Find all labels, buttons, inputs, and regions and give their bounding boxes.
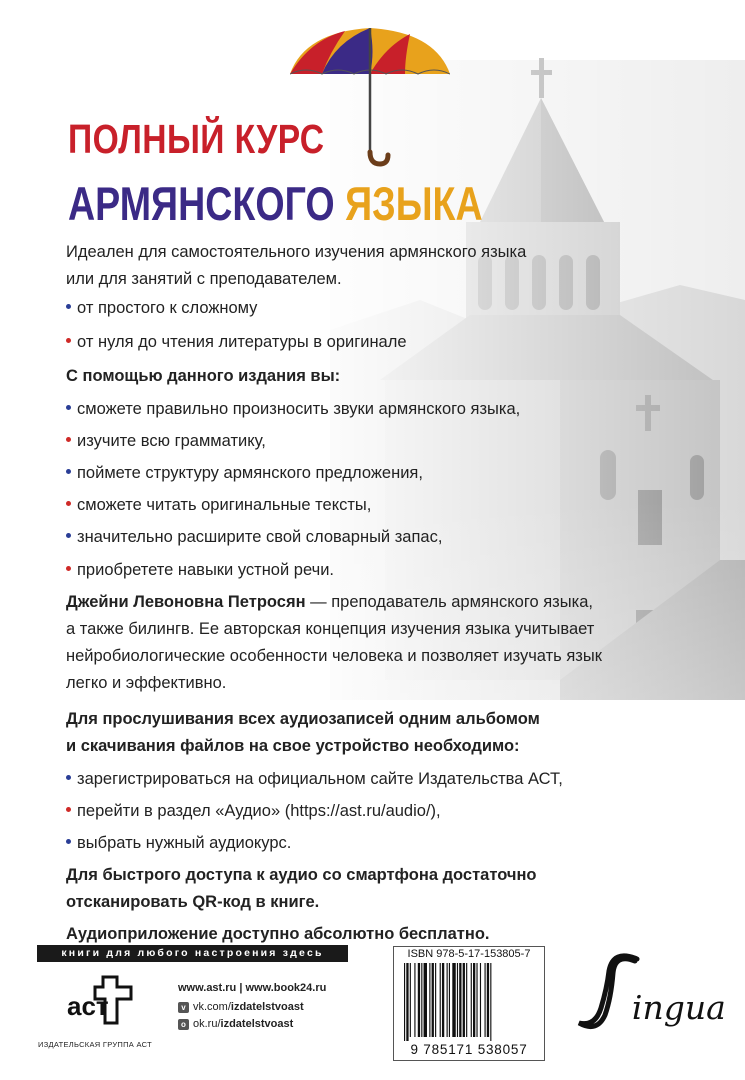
vk-link[interactable] xyxy=(178,1001,304,1013)
bullet-dot xyxy=(66,469,71,474)
ast-logo xyxy=(65,975,135,1025)
lingua-imprint xyxy=(610,988,726,1027)
audio-step-text: перейти в раздел «Аудио» (https://ast.ru/audio/), xyxy=(77,802,441,820)
vk-name: izdatelstvoast xyxy=(230,1001,304,1013)
benefit-item xyxy=(66,496,371,515)
barcode-bar xyxy=(410,963,411,1037)
tagline-bar: книги для любого настроения здесь xyxy=(37,945,348,962)
audio-step-text: выбрать нужный аудиокурс. xyxy=(77,834,292,852)
barcode-bar xyxy=(487,963,489,1037)
barcode-bar xyxy=(473,963,475,1037)
barcode-bar xyxy=(447,963,448,1037)
author-line-2: а также билингв. Ее авторская концепция изучения языка учитывает xyxy=(66,620,595,638)
audio-step xyxy=(66,770,563,789)
publisher-name: ИЗДАТЕЛЬСКАЯ ГРУППА АСТ xyxy=(38,1040,152,1049)
ok-link[interactable] xyxy=(178,1018,293,1030)
audio-step-text: зарегистрироваться на официальном сайте Издательства АСТ, xyxy=(77,770,563,788)
bullet-dot xyxy=(66,566,71,571)
isbn-barcode xyxy=(393,946,545,1061)
barcode-bar xyxy=(440,963,441,1037)
bullet-dot xyxy=(66,437,71,442)
qr-note-line-2: отсканировать QR-код в книге. xyxy=(66,893,320,911)
barcode-bar xyxy=(480,963,481,1037)
bullet-dot xyxy=(66,405,71,410)
author-line-3: нейробиологические особенности человека и позволяет изучать язык xyxy=(66,647,602,665)
intro-bullet-text: от нуля до чтения литературы в оригинале xyxy=(77,333,407,351)
bullet-dot xyxy=(66,775,71,780)
benefit-item xyxy=(66,561,334,580)
audio-step xyxy=(66,834,291,853)
barcode-bar xyxy=(429,963,430,1037)
benefit-text: сможете читать оригинальные тексты, xyxy=(77,496,372,514)
barcode-number: 9 785171 538057 xyxy=(410,1042,528,1057)
barcode-bar xyxy=(485,963,486,1037)
author-line-4: легко и эффективно. xyxy=(66,674,227,692)
bullet-dot xyxy=(66,807,71,812)
benefit-item xyxy=(66,400,520,419)
benefit-text: сможете правильно произносить звуки армянского языка, xyxy=(77,400,521,418)
barcode-bar xyxy=(442,963,444,1037)
barcode-bar xyxy=(418,963,420,1037)
barcode-icon xyxy=(402,963,536,1041)
ast-logo-text: аст xyxy=(67,991,109,1021)
barcode-bar xyxy=(457,963,458,1037)
barcode-bar xyxy=(463,963,465,1037)
benefit-text: поймете структуру армянского предложения, xyxy=(77,464,423,482)
author-line-1 xyxy=(66,589,593,616)
barcode-bar xyxy=(459,963,461,1037)
barcode-bar xyxy=(466,963,467,1037)
benefit-item xyxy=(66,464,423,483)
vk-icon: v xyxy=(178,1002,189,1013)
benefit-text: значительно расширите свой словарный запас, xyxy=(77,528,443,546)
benefit-text: приобретете навыки устной речи. xyxy=(77,561,334,579)
website-urls[interactable]: www.ast.ru | www.book24.ru xyxy=(178,982,327,994)
barcode-bar xyxy=(432,963,434,1037)
intro-bullet-2 xyxy=(66,333,407,352)
benefits-heading: С помощью данного издания вы: xyxy=(66,367,341,385)
vk-prefix: vk.com/ xyxy=(193,1001,231,1013)
ok-icon: o xyxy=(178,1019,189,1030)
bullet-dot xyxy=(66,501,71,506)
author-name: Джейни Левоновна Петросян xyxy=(66,593,306,611)
intro-bullet-1 xyxy=(66,299,257,318)
barcode-bar xyxy=(452,963,455,1037)
free-note: Аудиоприложение доступно абсолютно бесплатно. xyxy=(66,925,490,943)
barcode-bar xyxy=(471,963,472,1037)
intro-line-1: Идеален для самостоятельного изучения армянского языка xyxy=(66,243,527,261)
ok-name: izdatelstvoast xyxy=(220,1018,294,1030)
isbn-text: ISBN 978-5-17-153805-7 xyxy=(407,948,531,960)
barcode-bar xyxy=(449,963,450,1037)
title-line-1: ПОЛНЫЙ КУРС xyxy=(68,116,325,162)
ok-prefix: ok.ru/ xyxy=(193,1018,221,1030)
title-word-language: ЯЗЫКА xyxy=(345,177,483,230)
benefit-item xyxy=(66,432,266,451)
barcode-bar xyxy=(490,963,491,1041)
benefit-item xyxy=(66,528,442,547)
bullet-dot xyxy=(66,839,71,844)
lingua-text-rest: ingua xyxy=(631,988,726,1027)
intro-line-2: или для занятий с преподавателем. xyxy=(66,270,342,288)
audio-step xyxy=(66,802,441,821)
title-word-armenian: АРМЯНСКОГО xyxy=(68,177,335,230)
bullet-dot xyxy=(66,304,71,309)
barcode-bar xyxy=(404,963,405,1041)
bullet-dot xyxy=(66,338,71,343)
barcode-bar xyxy=(406,963,408,1041)
qr-note-line-1: Для быстрого доступа к аудио со смартфона достаточно xyxy=(66,866,537,884)
benefit-text: изучите всю грамматику, xyxy=(77,432,266,450)
intro-bullet-text: от простого к сложному xyxy=(77,299,258,317)
author-role: — преподаватель армянского языка, xyxy=(305,593,593,611)
barcode-bar xyxy=(476,963,477,1037)
barcode-bar xyxy=(435,963,436,1037)
barcode-bar xyxy=(421,963,422,1037)
audio-heading-line-2: и скачивания файлов на свое устройство необходимо: xyxy=(66,737,520,755)
barcode-bar xyxy=(424,963,427,1037)
audio-heading-line-1: Для прослушивания всех аудиозаписей одним альбомом xyxy=(66,710,540,728)
bullet-dot xyxy=(66,533,71,538)
barcode-bar xyxy=(414,963,415,1037)
title-line-2 xyxy=(68,176,483,231)
